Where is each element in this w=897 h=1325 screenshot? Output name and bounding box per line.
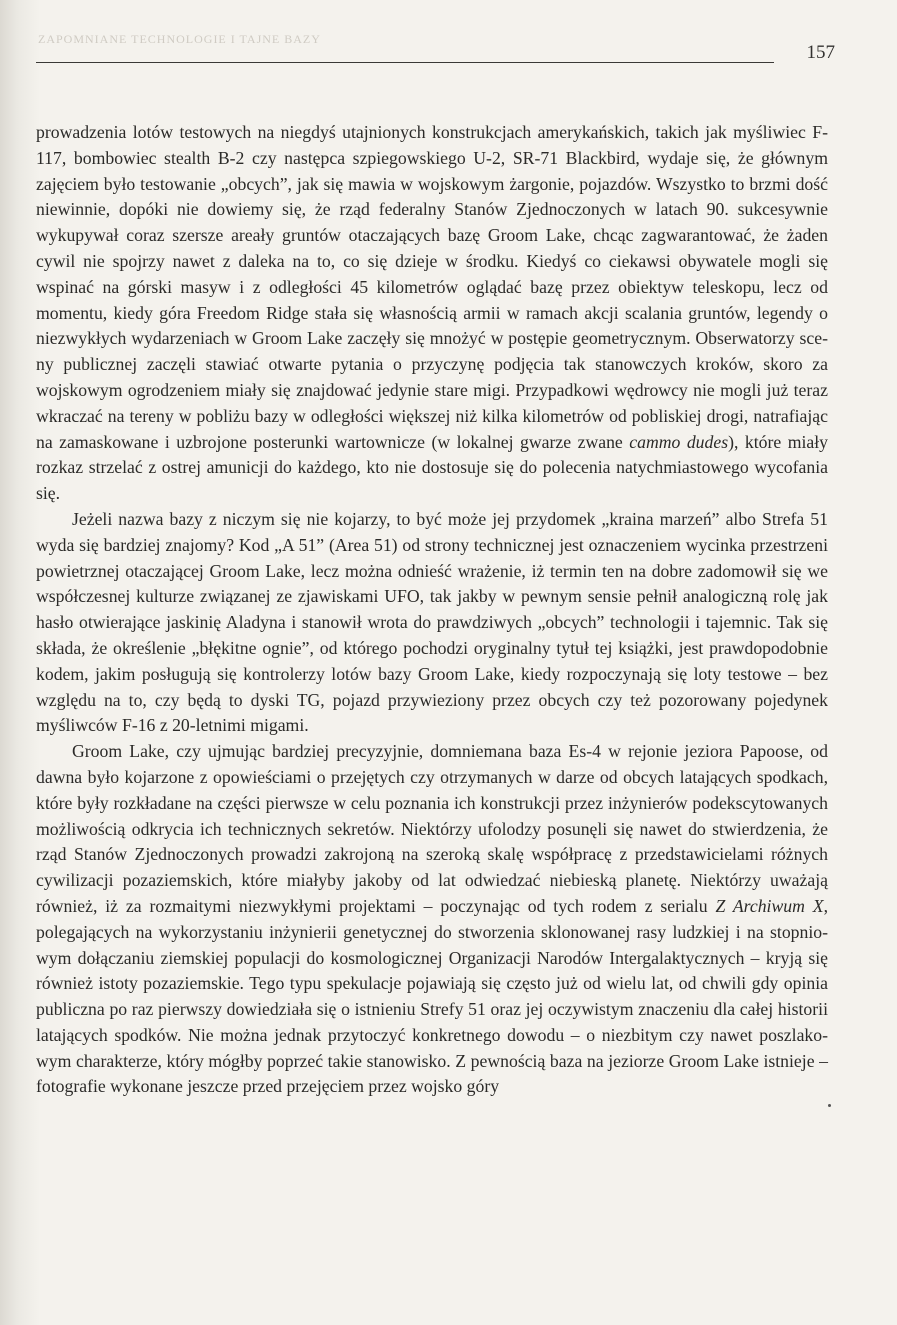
paragraph-3-end: , polegających na wykorzystaniu inżynierii genetycznej do stworzenia sklonowanej rasy ludzkiej i na stopniowym dołączaniu ziemskiej populacji do kosmologicznej Organizacji Narodów Intergalaktycznych – kryją się również istoty pozaziemskie. Tego typu spekulacje pojawiają się często już od wielu lat, od chwili gdy opinia publiczna po raz pierwszy dowiedziała się o istnieniu Strefy 51 oraz jej oczywistym znaczeniu dla całej historii latających spodków. Nie można jednak przytoczyć konkretnego dowodu – o niezbitym czy nawet poszlakowym charakterze, który mógłby poprzeć takie stanowisko. Z pewnością baza na jeziorze Groom Lake istnieje – fotografie wykonane jeszcze przed przejęciem przez wojsko góry [36,895,828,1097]
paragraph-1 [36,120,828,507]
paragraph-3-italic: Z Archiwum X [715,895,824,916]
paragraph-1-text: prowadzenia lotów testowych na niegdyś utajnionych konstrukcjach amerykańskich, takich jak myśliwiec F-117, bombowiec stealth B-2 czy następca szpiegowskiego U-2, SR-71 Blackbird, wydaje się, że głównym zajęciem było testowanie „obcych”, jak się mawia w wojskowym żargonie, pojazdów. Wszystko to brzmi dość niewinnie, dopóki nie dowiemy się, że rząd federalny Stanów Zjednoczonych w latach 90. sukcesywnie wykupywał coraz szersze areały gruntów otaczających bazę Groom Lake, chcąc zagwarantować, że żaden cywil nie spojrzy nawet z daleka na to, co się dzieje w środku. Kiedyś co ciekawsi obywatele mogli się wspinać na górski masyw i z odległości 45 kilometrów oglądać bazę przez obiektyw teleskopu, lecz od momentu, kiedy góra Freedom Ridge stała się własnością armii w ramach akcji scalania gruntów, legendy o niezwykłych wydarzeniach w Groom Lake zaczęły się mnożyć w postępie geometrycznym. Obserwatorzy sceny publicznej zaczęli stawiać otwarte pytania o przyczynę podjęcia tak stanowczych kroków, skoro za wojskowym ogrodzeniem miały się znajdować jedynie stare migi. Przypadkowi wędrowcy nie mogli już teraz wkraczać na tereny w pobliżu bazy w odległości większej niż kilka kilometrów od pobliskiej drogi, natrafiając na zamaskowane i uzbrojone posterunki wartownicze (w lokalnej gwarze zwane [36,122,828,452]
paragraph-1-end: ), które miały rozkaz strzelać z ostrej amunicji do każdego, kto nie dostosuje się do polecenia natychmiastowego wycofania się. [36,431,828,504]
paragraph-1-italic: cammo dudes [629,431,729,452]
body-text [36,120,828,1100]
paragraph-3-text: Groom Lake, czy ujmując bardziej precyzyjnie, domniemana baza Es-4 w rejonie jeziora Papoose, od dawna było kojarzone z opowieściami o przejętych czy otrzymanych w darze od obcych latających spodkach, które były rozkładane na części pierwsze w celu poznania ich konstrukcji przez inżynierów podekscytowanych możliwością odkrycia ich technicznych sekretów. Niektórzy ufolodzy posunęli się nawet do stwierdzenia, że rząd Stanów Zjednoczonych prowadzi zakrojoną na szeroką skalę współpracę z przedstawicielami różnych cywilizacji pozaziemskich, które miałyby jakoby od lat odwiedzać niebieską planetę. Niektórzy uważają również, iż za rozmaitymi niezwykłymi projektami – poczynając od tych rodem z serialu [36,741,828,916]
header-rule [36,62,774,63]
page-number: 157 [806,42,835,63]
paragraph-2: Jeżeli nazwa bazy z niczym się nie kojarzy, to być może jej przydomek „kraina marzeń” albo Strefa 51 wyda się bardziej znajomy? Kod „A 51” (Area 51) od strony technicznej jest oznaczeniem wycinka przestrzeni powietrznej otaczającej Groom Lake, lecz można odnieść wrażenie, iż termin ten na dobre zadomowił się we współczesnej kulturze związanej ze zjawiskami UFO, tak jakby w pewnym sensie pełnił analogiczną rolę jak hasło otwierające jaskinię Aladyna i stanowił wrota do prawdziwych „obcych” technologii i tajemnic. Tak się składa, że określenie „błękitne ognie”, od którego pochodzi oryginalny tytuł tej książki, jest prawdopodobnie kodem, jakim posługują się kontrolerzy lotów bazy Groom Lake, kiedy rozpoczynają się loty testowe – bez względu na to, czy będą to dyski TG, pojazd przywieziony przez obcych czy też pozorowany pojedynek myśliwców F-16 z 20-letnimi migami. [36,508,828,736]
paragraph-3 [36,739,828,1100]
margin-dot [828,1104,831,1107]
running-head: ZAPOMNIANE TECHNOLOGIE I TAJNE BAZY [38,32,321,46]
